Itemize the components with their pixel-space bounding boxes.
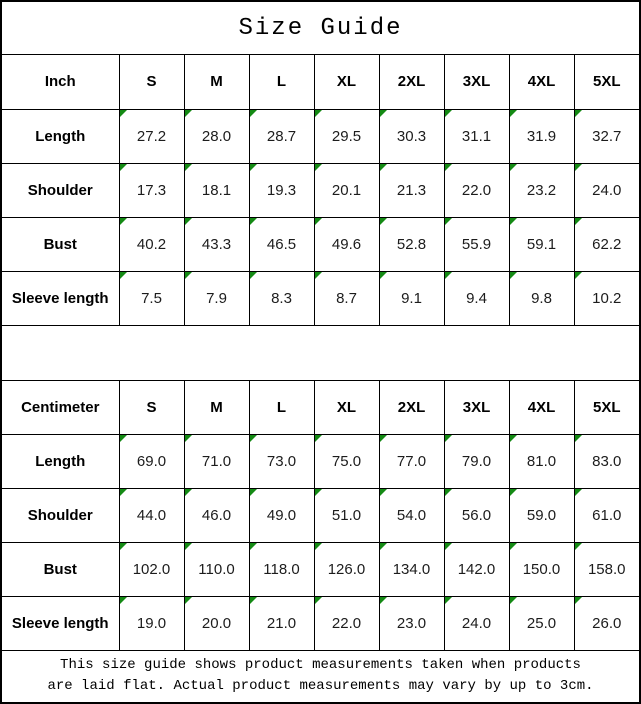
measurement-value-cell xyxy=(249,217,314,271)
measurement-value: 81.0 xyxy=(526,452,557,470)
measurement-value: 102.0 xyxy=(132,560,171,578)
measurement-value: 17.3 xyxy=(136,181,167,199)
measurement-value-cell xyxy=(249,163,314,217)
measurement-value-cell xyxy=(119,163,184,217)
size-header: L xyxy=(249,380,314,434)
measurement-value-cell xyxy=(574,596,639,650)
measurement-value: 54.0 xyxy=(396,506,427,524)
measurement-value-cell xyxy=(379,596,444,650)
measurement-value: 126.0 xyxy=(327,560,366,578)
corner-marker-icon xyxy=(575,110,583,118)
corner-marker-icon xyxy=(250,272,258,280)
spacer-row xyxy=(2,326,639,380)
measurement-value-cell xyxy=(184,163,249,217)
size-header: 4XL xyxy=(509,55,574,109)
measurement-value-cell xyxy=(379,109,444,163)
size-header: 2XL xyxy=(379,55,444,109)
measurement-value-cell xyxy=(379,271,444,325)
corner-marker-icon xyxy=(575,435,583,443)
corner-marker-icon xyxy=(510,435,518,443)
measurement-value-cell xyxy=(314,542,379,596)
measurement-value: 46.0 xyxy=(201,506,232,524)
unit-header-inch: Inch xyxy=(2,55,119,109)
measurement-value: 150.0 xyxy=(522,560,561,578)
size-header: XL xyxy=(314,380,379,434)
measurement-value-cell xyxy=(444,542,509,596)
corner-marker-icon xyxy=(575,489,583,497)
measurement-value-cell xyxy=(314,109,379,163)
corner-marker-icon xyxy=(315,218,323,226)
measurement-value-cell xyxy=(574,271,639,325)
measurement-value-cell xyxy=(184,217,249,271)
corner-marker-icon xyxy=(185,597,193,605)
measurement-value: 7.5 xyxy=(141,289,162,307)
measurement-value-cell xyxy=(314,271,379,325)
corner-marker-icon xyxy=(315,272,323,280)
measurement-value: 59.1 xyxy=(526,235,557,253)
measurement-value: 25.0 xyxy=(526,614,557,632)
inch-header-row xyxy=(2,55,639,109)
measurement-value: 18.1 xyxy=(201,181,232,199)
corner-marker-icon xyxy=(445,218,453,226)
measurement-value-cell xyxy=(574,109,639,163)
measurement-value-cell xyxy=(444,109,509,163)
table-row xyxy=(2,271,639,325)
measurement-value: 28.7 xyxy=(266,127,297,145)
footer-line-2: are laid flat. Actual product measurements may vary by up to 3cm. xyxy=(47,678,594,695)
measurement-label: Sleeve length xyxy=(2,271,119,325)
measurement-value-cell xyxy=(444,163,509,217)
measurement-value-cell xyxy=(509,434,574,488)
corner-marker-icon xyxy=(120,489,128,497)
measurement-value-cell xyxy=(444,434,509,488)
corner-marker-icon xyxy=(575,597,583,605)
table-row xyxy=(2,596,639,650)
table-row xyxy=(2,163,639,217)
measurement-value-cell xyxy=(444,596,509,650)
measurement-value: 51.0 xyxy=(331,506,362,524)
corner-marker-icon xyxy=(445,272,453,280)
table-row xyxy=(2,488,639,542)
corner-marker-icon xyxy=(380,272,388,280)
corner-marker-icon xyxy=(445,543,453,551)
measurement-value-cell xyxy=(379,217,444,271)
measurement-value-cell xyxy=(379,163,444,217)
size-header: S xyxy=(119,55,184,109)
measurement-value: 31.1 xyxy=(461,127,492,145)
measurement-value-cell xyxy=(574,434,639,488)
table-row xyxy=(2,542,639,596)
measurement-value: 134.0 xyxy=(392,560,431,578)
measurement-value: 83.0 xyxy=(592,452,622,470)
measurement-value: 46.5 xyxy=(266,235,297,253)
measurement-value: 19.0 xyxy=(136,614,167,632)
corner-marker-icon xyxy=(445,164,453,172)
measurement-value-cell xyxy=(509,488,574,542)
corner-marker-icon xyxy=(120,110,128,118)
measurement-value: 55.9 xyxy=(461,235,492,253)
footer-disclaimer xyxy=(2,651,639,703)
measurement-value: 52.8 xyxy=(396,235,427,253)
corner-marker-icon xyxy=(575,543,583,551)
measurement-value-cell xyxy=(184,542,249,596)
size-header: 2XL xyxy=(379,380,444,434)
measurement-value-cell xyxy=(184,488,249,542)
corner-marker-icon xyxy=(250,543,258,551)
corner-marker-icon xyxy=(250,597,258,605)
corner-marker-icon xyxy=(185,489,193,497)
measurement-value: 8.7 xyxy=(336,289,357,307)
corner-marker-icon xyxy=(380,489,388,497)
corner-marker-icon xyxy=(120,164,128,172)
size-header: M xyxy=(184,380,249,434)
measurement-value-cell xyxy=(509,163,574,217)
corner-marker-icon xyxy=(185,543,193,551)
size-header: 5XL xyxy=(574,380,639,434)
centimeter-header-row xyxy=(2,380,639,434)
corner-marker-icon xyxy=(315,110,323,118)
measurement-value: 28.0 xyxy=(201,127,232,145)
size-header: 4XL xyxy=(509,380,574,434)
measurement-value: 118.0 xyxy=(263,560,300,578)
corner-marker-icon xyxy=(380,218,388,226)
measurement-label: Sleeve length xyxy=(2,596,119,650)
measurement-value: 9.1 xyxy=(401,289,422,307)
page-title: Size Guide xyxy=(238,14,403,42)
measurement-value-cell xyxy=(444,217,509,271)
corner-marker-icon xyxy=(120,435,128,443)
measurement-label: Length xyxy=(2,434,119,488)
measurement-value-cell xyxy=(249,434,314,488)
unit-header-centimeter: Centimeter xyxy=(2,380,119,434)
measurement-value-cell xyxy=(249,271,314,325)
measurement-value: 27.2 xyxy=(136,127,167,145)
measurement-value-cell xyxy=(314,217,379,271)
size-header: 3XL xyxy=(444,380,509,434)
measurement-value: 23.2 xyxy=(526,181,557,199)
measurement-value: 142.0 xyxy=(457,560,496,578)
measurement-label: Shoulder xyxy=(2,163,119,217)
corner-marker-icon xyxy=(510,110,518,118)
measurement-value-cell xyxy=(249,596,314,650)
measurement-value-cell xyxy=(184,434,249,488)
measurement-value-cell xyxy=(509,217,574,271)
corner-marker-icon xyxy=(120,218,128,226)
corner-marker-icon xyxy=(120,543,128,551)
inch-size-table xyxy=(2,55,639,326)
measurement-value: 20.0 xyxy=(201,614,232,632)
measurement-value: 24.0 xyxy=(592,181,622,199)
corner-marker-icon xyxy=(380,597,388,605)
measurement-value: 69.0 xyxy=(136,452,167,470)
size-header: M xyxy=(184,55,249,109)
measurement-value-cell xyxy=(574,217,639,271)
size-header: XL xyxy=(314,55,379,109)
measurement-value-cell xyxy=(444,488,509,542)
corner-marker-icon xyxy=(445,110,453,118)
measurement-value: 71.0 xyxy=(201,452,232,470)
centimeter-size-table xyxy=(2,380,639,651)
measurement-value: 44.0 xyxy=(136,506,167,524)
corner-marker-icon xyxy=(120,272,128,280)
measurement-value: 59.0 xyxy=(526,506,557,524)
measurement-value-cell xyxy=(509,596,574,650)
corner-marker-icon xyxy=(575,218,583,226)
corner-marker-icon xyxy=(185,218,193,226)
measurement-value: 20.1 xyxy=(331,181,362,199)
measurement-value: 158.0 xyxy=(587,560,626,578)
corner-marker-icon xyxy=(510,489,518,497)
measurement-value-cell xyxy=(509,271,574,325)
measurement-value: 24.0 xyxy=(461,614,492,632)
measurement-value-cell xyxy=(574,542,639,596)
measurement-value: 22.0 xyxy=(461,181,492,199)
measurement-value-cell xyxy=(119,488,184,542)
measurement-value: 73.0 xyxy=(266,452,297,470)
measurement-value-cell xyxy=(249,109,314,163)
measurement-value: 29.5 xyxy=(331,127,362,145)
measurement-value-cell xyxy=(184,596,249,650)
title-row xyxy=(2,2,639,55)
measurement-value-cell xyxy=(119,434,184,488)
measurement-value: 21.3 xyxy=(396,181,427,199)
measurement-value-cell xyxy=(314,163,379,217)
corner-marker-icon xyxy=(185,435,193,443)
corner-marker-icon xyxy=(185,272,193,280)
measurement-value: 10.2 xyxy=(592,289,622,307)
footer-line-1: This size guide shows product measurements taken when products xyxy=(60,657,581,674)
table-row xyxy=(2,434,639,488)
measurement-label: Length xyxy=(2,109,119,163)
measurement-value-cell xyxy=(119,542,184,596)
measurement-value: 49.6 xyxy=(331,235,362,253)
measurement-value: 7.9 xyxy=(206,289,227,307)
corner-marker-icon xyxy=(315,543,323,551)
corner-marker-icon xyxy=(120,597,128,605)
measurement-value: 31.9 xyxy=(526,127,557,145)
measurement-label: Shoulder xyxy=(2,488,119,542)
corner-marker-icon xyxy=(380,435,388,443)
size-header: 3XL xyxy=(444,55,509,109)
measurement-value-cell xyxy=(119,271,184,325)
corner-marker-icon xyxy=(250,435,258,443)
corner-marker-icon xyxy=(250,489,258,497)
measurement-value: 9.8 xyxy=(531,289,552,307)
corner-marker-icon xyxy=(315,164,323,172)
corner-marker-icon xyxy=(445,435,453,443)
measurement-value: 49.0 xyxy=(266,506,297,524)
corner-marker-icon xyxy=(380,164,388,172)
corner-marker-icon xyxy=(510,272,518,280)
measurement-value-cell xyxy=(314,596,379,650)
measurement-value: 8.3 xyxy=(271,289,292,307)
measurement-label: Bust xyxy=(2,542,119,596)
corner-marker-icon xyxy=(315,597,323,605)
size-header: S xyxy=(119,380,184,434)
measurement-value-cell xyxy=(379,488,444,542)
size-header: L xyxy=(249,55,314,109)
table-row xyxy=(2,109,639,163)
measurement-value: 21.0 xyxy=(266,614,297,632)
measurement-value-cell xyxy=(119,109,184,163)
measurement-value: 26.0 xyxy=(592,614,622,632)
measurement-value: 32.7 xyxy=(592,127,622,145)
corner-marker-icon xyxy=(445,597,453,605)
size-header: 5XL xyxy=(574,55,639,109)
table-row xyxy=(2,217,639,271)
measurement-value-cell xyxy=(509,542,574,596)
corner-marker-icon xyxy=(185,110,193,118)
measurement-value: 23.0 xyxy=(396,614,427,632)
measurement-value-cell xyxy=(314,488,379,542)
corner-marker-icon xyxy=(185,164,193,172)
corner-marker-icon xyxy=(250,218,258,226)
measurement-value: 9.4 xyxy=(466,289,487,307)
measurement-value: 56.0 xyxy=(461,506,492,524)
corner-marker-icon xyxy=(380,543,388,551)
measurement-value-cell xyxy=(509,109,574,163)
measurement-value-cell xyxy=(314,434,379,488)
measurement-value: 19.3 xyxy=(266,181,297,199)
measurement-value: 62.2 xyxy=(592,235,622,253)
measurement-value-cell xyxy=(249,542,314,596)
corner-marker-icon xyxy=(315,489,323,497)
measurement-value: 75.0 xyxy=(331,452,362,470)
corner-marker-icon xyxy=(445,489,453,497)
measurement-value: 110.0 xyxy=(198,560,235,578)
measurement-value: 79.0 xyxy=(461,452,492,470)
measurement-value: 61.0 xyxy=(592,506,622,524)
measurement-value: 77.0 xyxy=(396,452,427,470)
corner-marker-icon xyxy=(510,164,518,172)
measurement-label: Bust xyxy=(2,217,119,271)
measurement-value-cell xyxy=(119,217,184,271)
measurement-value: 30.3 xyxy=(396,127,427,145)
corner-marker-icon xyxy=(510,543,518,551)
corner-marker-icon xyxy=(315,435,323,443)
corner-marker-icon xyxy=(250,110,258,118)
measurement-value-cell xyxy=(574,163,639,217)
measurement-value-cell xyxy=(184,109,249,163)
measurement-value-cell xyxy=(249,488,314,542)
measurement-value-cell xyxy=(379,434,444,488)
measurement-value: 40.2 xyxy=(136,235,167,253)
measurement-value: 43.3 xyxy=(201,235,232,253)
corner-marker-icon xyxy=(510,597,518,605)
corner-marker-icon xyxy=(510,218,518,226)
measurement-value: 22.0 xyxy=(331,614,362,632)
measurement-value-cell xyxy=(379,542,444,596)
corner-marker-icon xyxy=(575,164,583,172)
measurement-value-cell xyxy=(574,488,639,542)
corner-marker-icon xyxy=(575,272,583,280)
measurement-value-cell xyxy=(119,596,184,650)
corner-marker-icon xyxy=(380,110,388,118)
measurement-value-cell xyxy=(444,271,509,325)
measurement-value-cell xyxy=(184,271,249,325)
corner-marker-icon xyxy=(250,164,258,172)
